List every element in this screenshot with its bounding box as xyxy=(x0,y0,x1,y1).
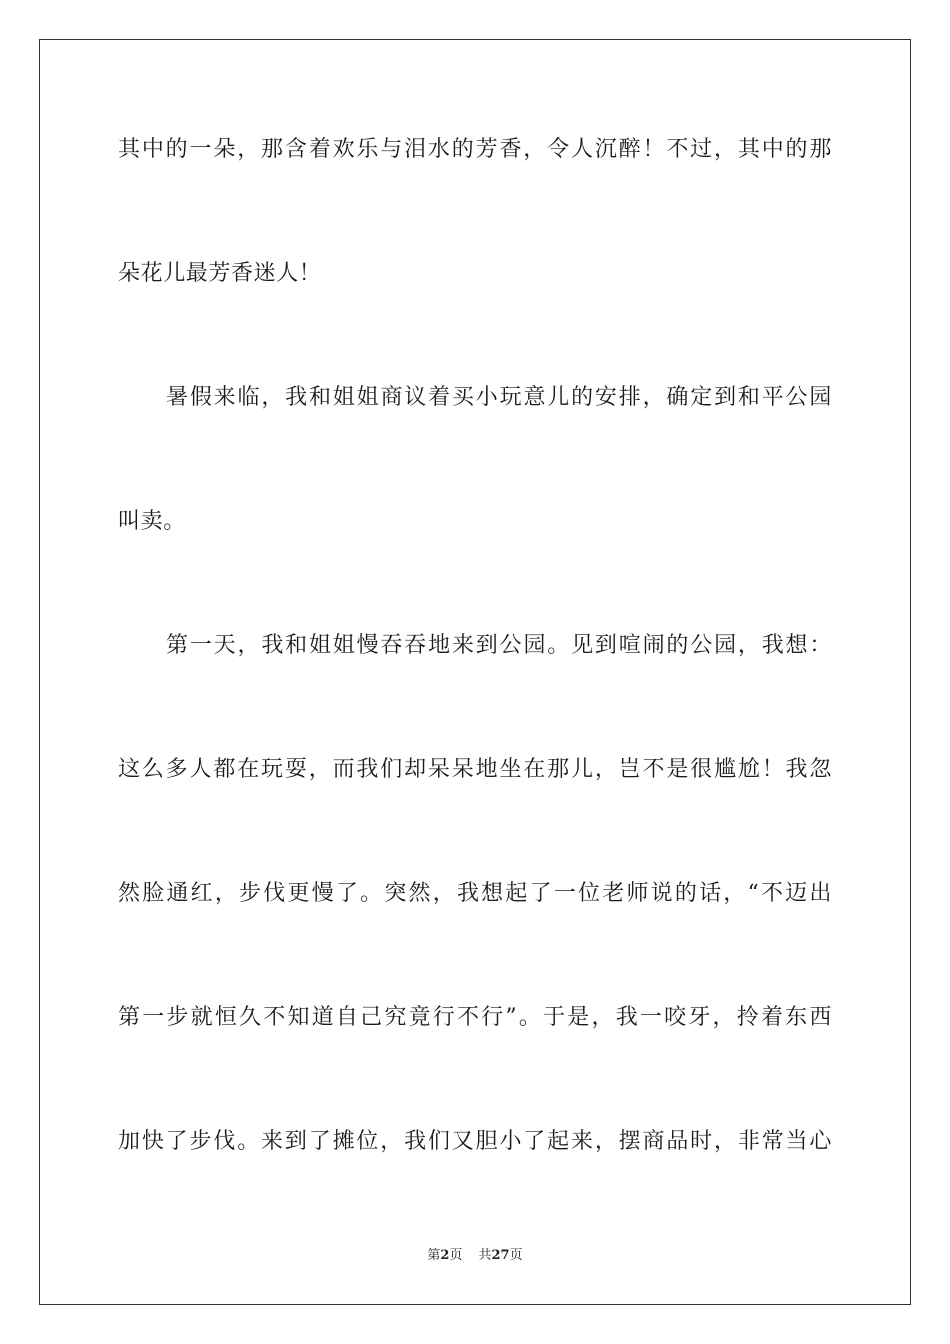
text-line-6: 这么多人都在玩耍，而我们却呆呆地坐在那儿，岂不是很尴尬！我忽 xyxy=(118,757,832,782)
footer-total-prefix: 共 xyxy=(478,1248,492,1263)
text-line-5: 第一天，我和姐姐慢吞吞地来到公园。见到喧闹的公园，我想： xyxy=(166,633,832,658)
text-line-4: 叫卖。 xyxy=(118,509,186,534)
text-line-2: 朵花儿最芳香迷人！ xyxy=(118,261,322,286)
footer-total-suffix: 页 xyxy=(509,1248,523,1263)
text-line-7: 然脸通红，步伐更慢了。突然，我想起了一位老师说的话，“不迈出 xyxy=(118,881,832,906)
footer-page-number: 2 xyxy=(440,1248,450,1263)
text-line-1: 其中的一朵，那含着欢乐与泪水的芳香，令人沉醉！不过，其中的那 xyxy=(118,137,832,162)
text-line-8: 第一步就恒久不知道自己究竟行不行”。于是，我一咬牙，拎着东西 xyxy=(118,1005,832,1030)
text-line-3: 暑假来临，我和姐姐商议着买小玩意儿的安排，确定到和平公园 xyxy=(166,385,832,410)
page-footer xyxy=(0,1247,950,1265)
footer-total-pages: 27 xyxy=(491,1248,510,1263)
page-border xyxy=(39,39,911,1305)
text-line-9: 加快了步伐。来到了摊位，我们又胆小了起来，摆商品时，非常当心 xyxy=(118,1129,832,1154)
footer-page-prefix: 第 xyxy=(427,1248,441,1263)
footer-page-suffix: 页 xyxy=(449,1248,463,1263)
